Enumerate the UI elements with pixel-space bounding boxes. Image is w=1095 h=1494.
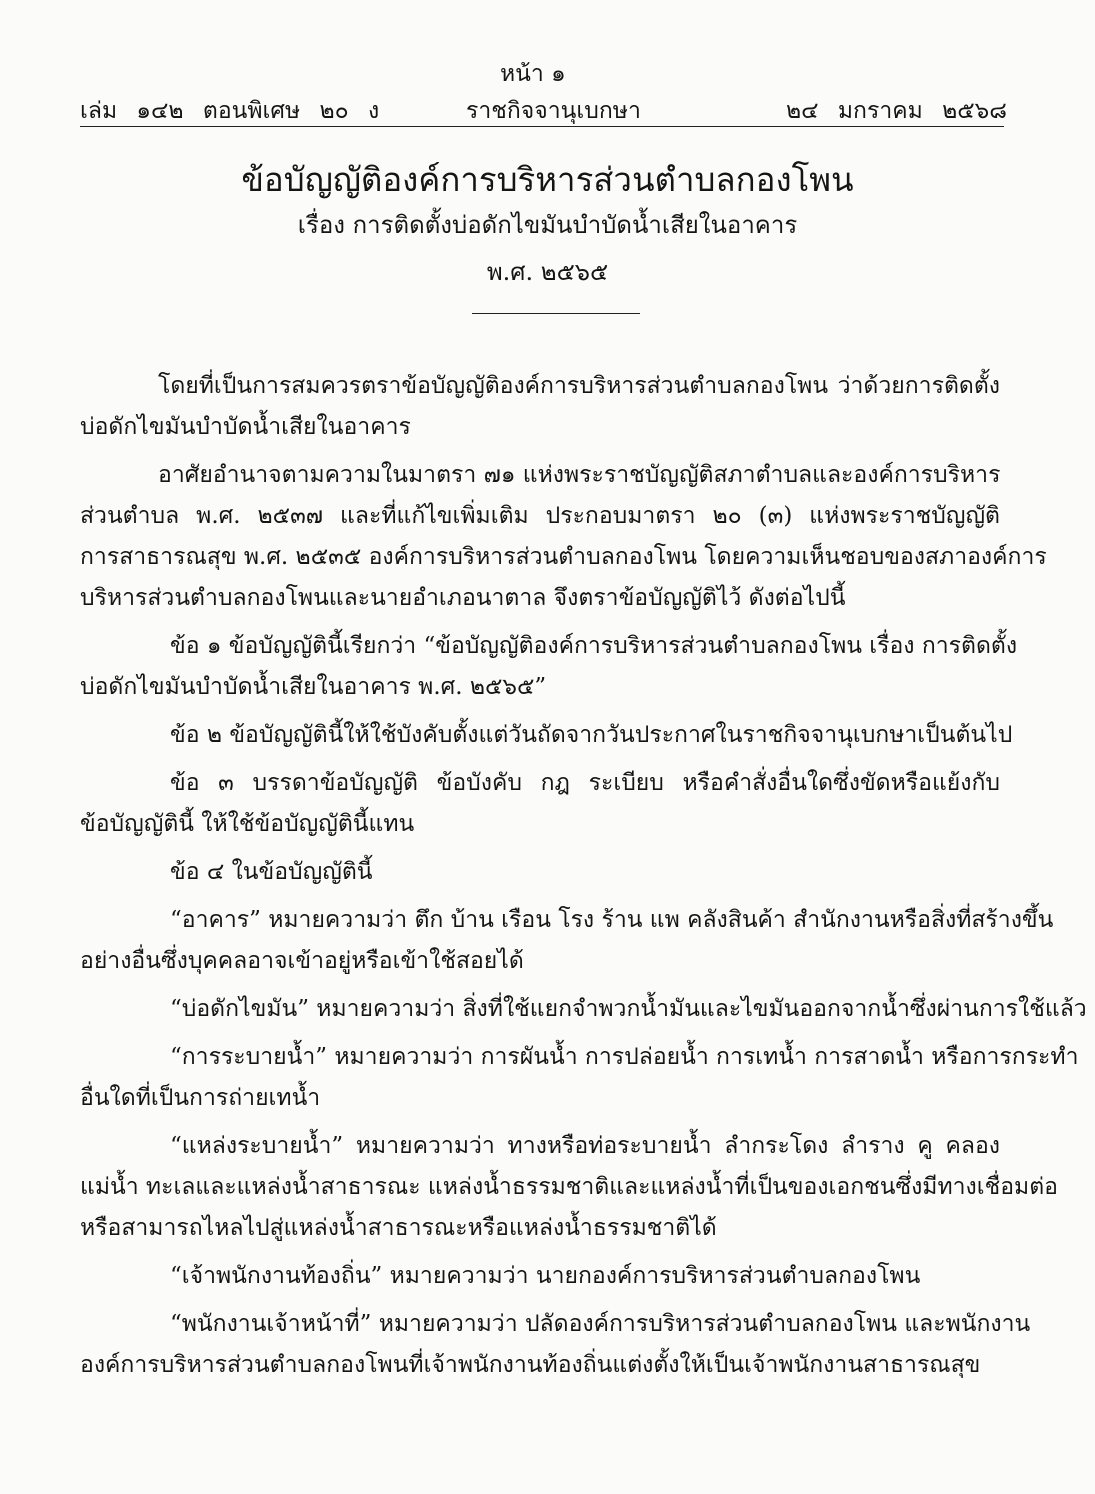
title-divider [472, 313, 640, 314]
body-line: บ่อดักไขมันบำบัดน้ำเสียในอาคาร พ.ศ. ๒๕๖๕” [80, 674, 547, 700]
clause-2: ข้อ ๒ ข้อบัญญัตินี้ให้ใช้บังคับตั้งแต่วันถัดจากวันประกาศในราชกิจจานุเบกษาเป็นต้นไป [170, 722, 1013, 748]
body-line: การสาธารณสุข พ.ศ. ๒๕๓๕ องค์การบริหารส่วนตำบลกองโพน โดยความเห็นชอบของสภาองค์การ [80, 544, 1047, 570]
document-subject: เรื่อง การติดตั้งบ่อดักไขมันบำบัดน้ำเสียในอาคาร [297, 211, 798, 239]
gazette-date: ๒๔ มกราคม ๒๕๖๘ [786, 98, 1008, 124]
body-line: องค์การบริหารส่วนตำบลกองโพนที่เจ้าพนักงานท้องถิ่นแต่งตั้งให้เป็นเจ้าพนักงานสาธารณสุข [80, 1352, 981, 1378]
body-line: หรือสามารถไหลไปสู่แหล่งน้ำสาธารณะหรือแหล่งน้ำธรรมชาติได้ [80, 1215, 717, 1241]
definition-grease-trap: “บ่อดักไขมัน” หมายความว่า สิ่งที่ใช้แยกจำพวกน้ำมันและไขมันออกจากน้ำซึ่งผ่านการใช้แล้ว [170, 996, 1087, 1022]
definition-drainage-source: “แหล่งระบายน้ำ” หมายความว่า ทางหรือท่อระบายน้ำ ลำกระโดง ลำราง คู คลอง [170, 1133, 1000, 1159]
definition-building: “อาคาร” หมายความว่า ตึก บ้าน เรือน โรง ร้าน แพ คลังสินค้า สำนักงานหรือสิ่งที่สร้างขึ้น [170, 907, 1054, 933]
clause-1: ข้อ ๑ ข้อบัญญัตินี้เรียกว่า “ข้อบัญญัติองค์การบริหารส่วนตำบลกองโพน เรื่อง การติดตั้ง [170, 633, 1018, 659]
document-year: พ.ศ. ๒๕๖๕ [486, 258, 609, 286]
body-line: อาศัยอำนาจตามความในมาตรา ๗๑ แห่งพระราชบัญญัติสภาตำบลและองค์การบริหาร [158, 462, 1001, 488]
body-line: ข้อบัญญัตินี้ ให้ใช้ข้อบัญญัตินี้แทน [80, 811, 415, 837]
header-rule [80, 126, 1004, 127]
body-line: โดยที่เป็นการสมควรตราข้อบัญญัติองค์การบริหารส่วนตำบลกองโพน ว่าด้วยการติดตั้ง [158, 373, 1000, 399]
definition-drainage: “การระบายน้ำ” หมายความว่า การผันน้ำ การปล่อยน้ำ การเทน้ำ การสาดน้ำ หรือการกระทำ [170, 1044, 1079, 1070]
body-line: อื่นใดที่เป็นการถ่ายเทน้ำ [80, 1085, 321, 1111]
body-line: แม่น้ำ ทะเลและแหล่งน้ำสาธารณะ แหล่งน้ำธรรมชาติและแหล่งน้ำที่เป็นของเอกชนซึ่งมีทางเชื่อมต่อ [80, 1174, 1058, 1200]
body-line: ส่วนตำบล พ.ศ. ๒๕๓๗ และที่แก้ไขเพิ่มเติม ประกอบมาตรา ๒๐ (๓) แห่งพระราชบัญญัติ [80, 503, 1000, 529]
gazette-volume: เล่ม ๑๔๒ ตอนพิเศษ ๒๐ ง [80, 98, 380, 124]
body-line: บ่อดักไขมันบำบัดน้ำเสียในอาคาร [80, 414, 411, 440]
body-line: บริหารส่วนตำบลกองโพนและนายอำเภอนาตาล จึงตราข้อบัญญัติไว้ ดังต่อไปนี้ [80, 585, 846, 611]
clause-4: ข้อ ๔ ในข้อบัญญัตินี้ [170, 859, 373, 885]
definition-local-officer: “เจ้าพนักงานท้องถิ่น” หมายความว่า นายกองค์การบริหารส่วนตำบลกองโพน [170, 1263, 921, 1289]
definition-staff: “พนักงานเจ้าหน้าที่” หมายความว่า ปลัดองค์การบริหารส่วนตำบลกองโพน และพนักงาน [170, 1311, 1031, 1337]
document-title: ข้อบัญญัติองค์การบริหารส่วนตำบลกองโพน [241, 160, 854, 199]
clause-3: ข้อ ๓ บรรดาข้อบัญญัติ ข้อบังคับ กฎ ระเบียบ หรือคำสั่งอื่นใดซึ่งขัดหรือแย้งกับ [170, 770, 1000, 796]
body-line: อย่างอื่นซึ่งบุคคลอาจเข้าอยู่หรือเข้าใช้สอยได้ [80, 948, 524, 974]
gazette-name: ราชกิจจานุเบกษา [466, 98, 641, 124]
page-number: หน้า ๑ [500, 61, 566, 87]
